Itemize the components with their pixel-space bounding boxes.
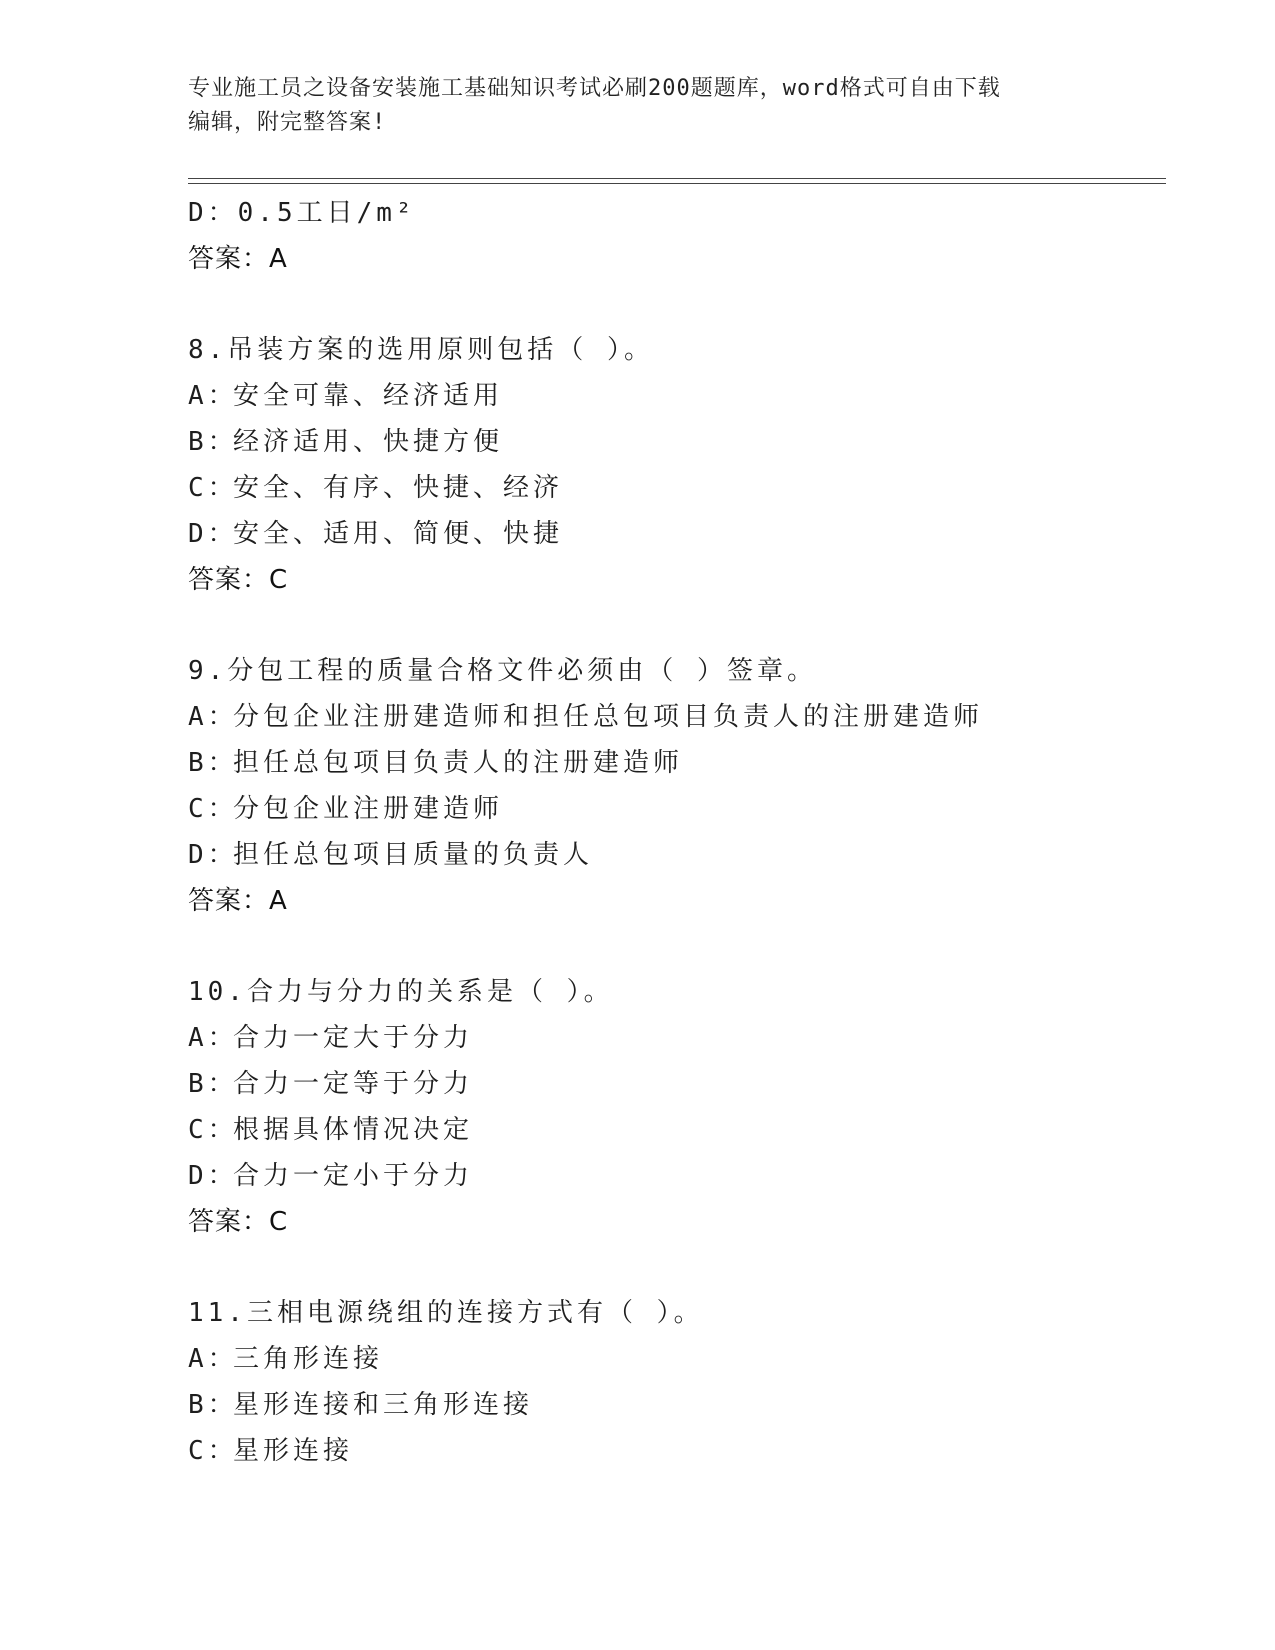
option-key: C： (188, 1115, 238, 1145)
option-text: 担任总包项目质量的负责人 (233, 840, 594, 870)
question-spacer (188, 603, 1168, 648)
option-text: 根据具体情况决定 (233, 1115, 474, 1145)
header-title-line-2: 编辑，附完整答案! (188, 110, 387, 135)
question-10-answer: 答案：C (188, 1207, 289, 1237)
option-text: 星形连接 (233, 1436, 354, 1466)
question-10-option-c (188, 1107, 1168, 1153)
question-10-option-d (188, 1153, 1168, 1199)
option-key: D： (188, 840, 238, 870)
question-11-option-a (188, 1336, 1168, 1382)
question-11-option-b (188, 1382, 1168, 1428)
question-list (188, 190, 1168, 1474)
question-9-stem: 9.分包工程的质量合格文件必须由（ ）签章。 (188, 656, 817, 686)
option-text: 担任总包项目负责人的注册建造师 (233, 748, 684, 778)
option-text: 安全可靠、经济适用 (233, 381, 504, 411)
option-key: A： (188, 702, 238, 732)
option-key: D： (188, 519, 238, 549)
option-key: A： (188, 381, 238, 411)
question-8-option-c (188, 465, 1168, 511)
question-spacer (188, 924, 1168, 969)
question-9-option-d (188, 832, 1168, 878)
option-key: B： (188, 427, 238, 457)
question-8-option-a (188, 373, 1168, 419)
option-text: 分包企业注册建造师和担任总包项目负责人的注册建造师 (233, 702, 984, 732)
option-key: C： (188, 794, 238, 824)
question-10-option-a (188, 1015, 1168, 1061)
question-8-option-d (188, 511, 1168, 557)
option-text: 合力一定大于分力 (233, 1023, 474, 1053)
header-title-line-1: 专业施工员之设备安装施工基础知识考试必刷200题题库，word格式可自由下载 (188, 76, 1001, 101)
question-9-answer: 答案：A (188, 886, 288, 916)
option-text: 分包企业注册建造师 (233, 794, 504, 824)
option-key: C： (188, 1436, 238, 1466)
option-key: B： (188, 1390, 238, 1420)
option-text: 星形连接和三角形连接 (233, 1390, 534, 1420)
option-key: B： (188, 1069, 238, 1099)
option-key: A： (188, 1344, 238, 1374)
question-9-option-a (188, 694, 1168, 740)
option-text: 三角形连接 (233, 1344, 384, 1374)
option-text: 经济适用、快捷方便 (233, 427, 504, 457)
option-text: 合力一定等于分力 (233, 1069, 474, 1099)
question-7-option-d: D：0.5工日/m² (188, 198, 416, 228)
question-10-stem: 10.合力与分力的关系是（ ）。 (188, 977, 614, 1007)
question-9-option-b (188, 740, 1168, 786)
document-header (188, 72, 1088, 140)
question-spacer (188, 1245, 1168, 1290)
question-10-option-b (188, 1061, 1168, 1107)
option-key: B： (188, 748, 238, 778)
header-divider-bottom (188, 183, 1166, 184)
option-key: C： (188, 473, 238, 503)
option-key: A： (188, 1023, 238, 1053)
question-11-stem: 11.三相电源绕组的连接方式有（ ）。 (188, 1298, 704, 1328)
question-spacer (188, 282, 1168, 327)
question-8-option-b (188, 419, 1168, 465)
header-divider-top (188, 178, 1166, 179)
question-9-option-c (188, 786, 1168, 832)
option-text: 合力一定小于分力 (233, 1161, 474, 1191)
option-key: D： (188, 1161, 238, 1191)
question-8-stem: 8.吊装方案的选用原则包括（ ）。 (188, 335, 654, 365)
question-11-option-c (188, 1428, 1168, 1474)
question-8-answer: 答案：C (188, 565, 289, 595)
question-7-answer: 答案：A (188, 244, 288, 274)
option-text: 安全、适用、简便、快捷 (233, 519, 564, 549)
option-text: 安全、有序、快捷、经济 (233, 473, 564, 503)
